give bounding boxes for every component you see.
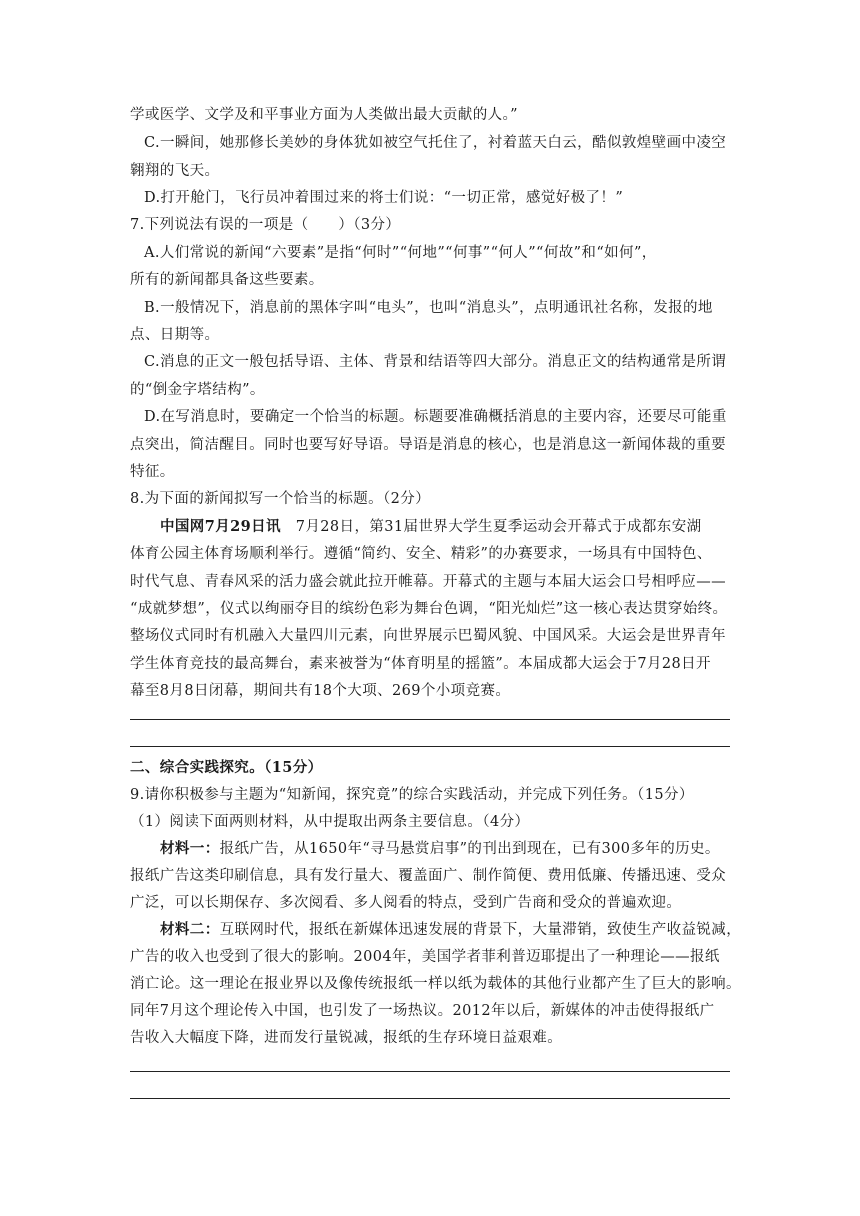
section-heading: 二、综合实践探究。（15分） bbox=[130, 759, 323, 776]
news-line: 幕至8月8日闭幕，期间共有18个大项、269个小项竞赛。 bbox=[130, 683, 511, 699]
option-c-line: C.消息的正文一般包括导语、主体、背景和结语等四大部分。消息正文的结构通常是所谓 bbox=[144, 354, 727, 370]
news-line: 时代气息、青春风采的活力盛会就此拉开帷幕。开幕式的主题与本届大运会口号相呼应—— bbox=[130, 574, 726, 590]
option-c-line: C.一瞬间，她那修长美妙的身体犹如被空气托住了，衬着蓝天白云，酷似敦煌壁画中凌空 bbox=[144, 135, 727, 151]
news-first-line bbox=[160, 516, 702, 538]
news-dateline: 中国网7月29日讯 bbox=[160, 518, 281, 535]
material-1-label: 材料一： bbox=[160, 840, 220, 857]
option-a-line: A.人们常说的新闻“六要素”是指“何时”“何地”“何事”“何人”“何故”和“如何”， bbox=[144, 245, 657, 261]
answer-line[interactable] bbox=[130, 1071, 730, 1072]
news-first-text: 7月28日，第31届世界大学生夏季运动会开幕式于成都东安湖 bbox=[280, 519, 702, 535]
answer-line[interactable] bbox=[130, 746, 730, 747]
material-2-label: 材料二： bbox=[160, 921, 220, 938]
text-line: 学或医学、文学及和平事业方面为人类做出最大贡献的人。” bbox=[130, 107, 518, 123]
text-line: 的“倒金字塔结构”。 bbox=[130, 382, 265, 398]
material-1-line: 报纸广告这类印刷信息，具有发行量大、覆盖面广、制作简便、费用低廉、传播迅速、受众 bbox=[130, 868, 726, 884]
text-line: 所有的新闻都具备这些要素。 bbox=[130, 272, 324, 288]
answer-line[interactable] bbox=[130, 719, 730, 720]
text-line: 翱翔的飞天。 bbox=[130, 163, 220, 179]
material-1-first-line bbox=[160, 838, 720, 860]
news-line: 学生体育竞技的最高舞台，素来被誉为“体育明星的摇篮”。本届成都大运会于7月28日开 bbox=[130, 656, 711, 672]
news-line: 整场仪式同时有机融入大量四川元素，向世界展示巴蜀风貌、中国风采。大运会是世界青年 bbox=[130, 628, 726, 644]
news-line: 体育公园主体育场顺利举行。遵循“简约、安全、精彩”的办赛要求，一场具有中国特色、 bbox=[130, 546, 712, 562]
material-2-text: 互联网时代，报纸在新媒体迅速发展的背景下，大量滞销，致使生产收益锐减， bbox=[219, 922, 742, 938]
question-9: 9.请你积极参与主题为“知新闻，探究竟”的综合实践活动，并完成下列任务。（15分） bbox=[130, 787, 694, 803]
material-2-line: 同年7月这个理论传入中国，也引发了一场热议。2012年以后，新媒体的冲击使得报纸广 bbox=[130, 1003, 715, 1019]
material-1-line: 广泛，可以长期保存、多次阅看、多人阅看的特点，受到广告商和受众的普遍欢迎。 bbox=[130, 895, 682, 911]
question-7: 7.下列说法有误的一项是（ ）（3分） bbox=[130, 217, 401, 233]
text-line: 点、日期等。 bbox=[130, 327, 220, 343]
material-2-line: 消亡论。这一理论在报业界以及像传统报纸一样以纸为载体的其他行业都产生了巨大的影响。 bbox=[130, 976, 741, 992]
answer-line[interactable] bbox=[130, 1098, 730, 1099]
text-line: 特征。 bbox=[130, 464, 175, 480]
option-d-line: D.在写消息时，要确定一个恰当的标题。标题要准确概括消息的主要内容，还要尽可能重 bbox=[144, 409, 727, 425]
option-d-line: D.打开舱门，飞行员冲着围过来的将士们说：“一切正常，感觉好极了！” bbox=[144, 190, 624, 206]
text-line: 点突出，简洁醒目。同时也要写好导语。导语是消息的核心，也是消息这一新闻体裁的重要 bbox=[130, 437, 726, 453]
material-2-first-line bbox=[160, 919, 741, 941]
question-8: 8.为下面的新闻拟写一个恰当的标题。（2分） bbox=[130, 491, 431, 507]
news-line: “成就梦想”，仪式以绚丽夺目的缤纷色彩为舞台色调，“阳光灿烂”这一核心表达贯穿始终。 bbox=[130, 601, 728, 617]
material-2-line: 广告的收入也受到了很大的影响。2004年，美国学者菲利普迈耶提出了一种理论——报纸 bbox=[130, 949, 720, 965]
material-1-text: 报纸广告，从1650年“寻马悬赏启事”的刊出到现在，已有300多年的历史。 bbox=[219, 841, 720, 857]
task-1: （1）阅读下面两则材料，从中提取出两条主要信息。（4分） bbox=[130, 814, 530, 830]
option-b-line: B.一般情况下，消息前的黑体字叫“电头”，也叫“消息头”，点明通讯社名称，发报的地 bbox=[144, 300, 713, 316]
material-2-line: 告收入大幅度下降，进而发行量锐减，报纸的生存环境日益艰难。 bbox=[130, 1030, 563, 1046]
